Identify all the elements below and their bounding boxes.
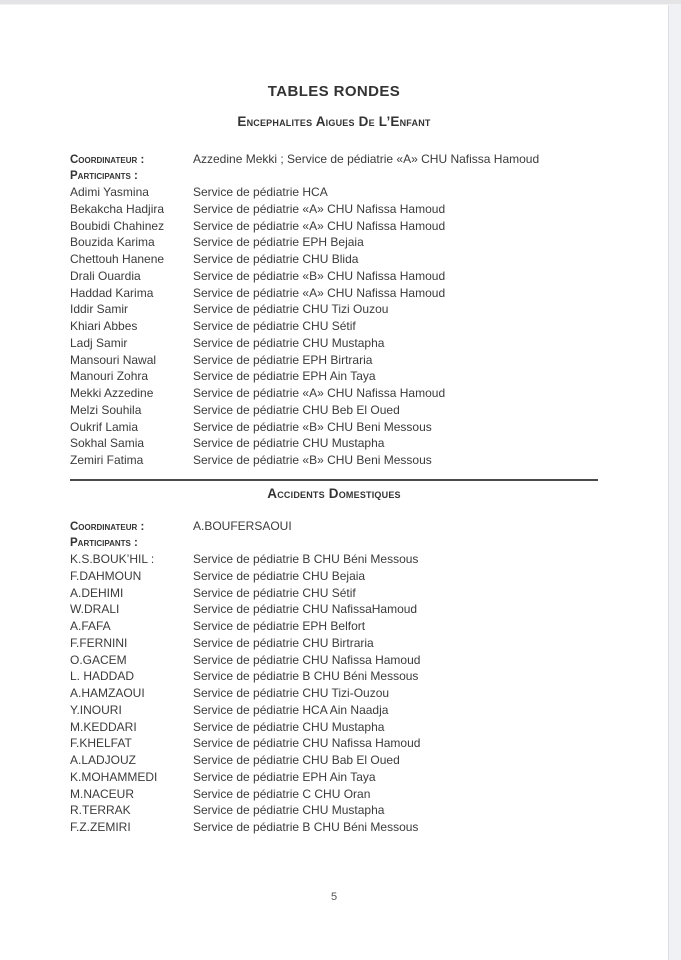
participant-name: Bekakcha Hadjira (70, 201, 165, 216)
participant-name: K.MOHAMMEDI (70, 769, 158, 784)
participant-name: A.LADJOUZ (70, 753, 137, 767)
participant-row (70, 368, 610, 385)
page-number: 5 (330, 891, 338, 903)
coordinator-row (70, 518, 610, 536)
participant-row (70, 385, 610, 402)
participant-row (70, 568, 610, 585)
participant-service: Service de pédiatrie «B» CHU Beni Messous (193, 453, 432, 467)
participant-row (70, 786, 610, 803)
participant-row (70, 551, 610, 568)
participant-name: O.GACEM (70, 652, 127, 667)
participant-service: Service de pédiatrie CHU Mustapha (193, 719, 385, 734)
participant-service: Service de pédiatrie CHU Tizi Ouzou (193, 302, 389, 317)
participant-service: Service de pédiatrie CHU Beb El Oued (193, 402, 400, 417)
participant-name: R.TERRAK (70, 803, 131, 818)
participant-name: A.DEHIMI (70, 585, 124, 600)
participant-name: Haddad Karima (70, 285, 154, 300)
page-title: TABLES RONDES (267, 83, 401, 100)
participant-row (70, 769, 610, 786)
participant-row (70, 618, 610, 635)
participant-name: Khiari Abbes (70, 319, 138, 333)
participant-name: Bouzida Karima (70, 235, 155, 250)
participant-row (70, 285, 610, 302)
participant-row (70, 268, 610, 285)
participant-service: Service de pédiatrie «B» CHU Beni Messous (193, 419, 432, 434)
coordinator-value: Azzedine Mekki ; Service de pédiatrie «A» CHU Nafissa Hamoud (193, 152, 540, 166)
participant-name: M.NACEUR (70, 786, 135, 801)
coordinator-row (70, 151, 610, 169)
participant-name: Mansouri Nawal (70, 352, 157, 367)
participant-name: Iddir Samir (70, 302, 129, 317)
document-page (0, 5, 668, 960)
participant-row (70, 702, 610, 719)
participant-service: Service de pédiatrie HCA Ain Naadja (193, 702, 389, 717)
participant-row (70, 685, 610, 702)
participant-row (70, 719, 610, 736)
participant-service: Service de pédiatrie CHU Bejaia (193, 568, 366, 583)
section-divider (70, 479, 598, 481)
participant-row (70, 301, 610, 318)
participant-name: F.KHELFAT (70, 736, 132, 751)
section-heading-accidents: Accidents Domestiques (267, 486, 401, 501)
participant-service: Service de pédiatrie «A» CHU Nafissa Hamoud (193, 386, 446, 400)
participants-label-row (70, 535, 610, 552)
participant-service: Service de pédiatrie «A» CHU Nafissa Hamoud (193, 201, 446, 216)
participant-service: Service de pédiatrie C CHU Oran (193, 786, 371, 801)
participant-service: Service de pédiatrie EPH Ain Taya (193, 769, 376, 784)
participants-label: Participants : (70, 170, 138, 182)
participant-name: K.S.BOUK’HIL : (70, 552, 155, 566)
participant-service: Service de pédiatrie CHU Sétif (193, 319, 356, 333)
participant-service: Service de pédiatrie B CHU Béni Messous (193, 669, 419, 684)
participant-row (70, 352, 610, 369)
participant-row (70, 635, 610, 652)
participant-name: Adimi Yasmina (70, 185, 149, 199)
participant-name: Y.INOURI (70, 702, 122, 717)
page-margin-strip (668, 5, 681, 960)
participant-name: M.KEDDARI (70, 719, 137, 734)
participant-name: L. HADDAD (70, 669, 135, 684)
participant-service: Service de pédiatrie B CHU Béni Messous (193, 820, 419, 834)
participant-service: Service de pédiatrie CHU Nafissa Hamoud (193, 652, 421, 667)
participant-name: Chettouh Hanene (70, 252, 165, 266)
participant-name: Melzi Souhila (70, 402, 142, 417)
participant-service: Service de pédiatrie B CHU Béni Messous (193, 552, 419, 566)
participant-service: Service de pédiatrie HCA (193, 185, 328, 199)
coordinator-label: Coordinateur : (70, 521, 145, 533)
participant-service: Service de pédiatrie EPH Bejaia (193, 235, 364, 250)
participant-service: Service de pédiatrie EPH Belfort (193, 619, 366, 633)
participant-row (70, 318, 610, 335)
participant-name: Boubidi Chahinez (70, 218, 165, 233)
participant-row (70, 435, 610, 452)
participant-name: A.FAFA (70, 619, 111, 633)
participants-label-row (70, 168, 610, 185)
participant-row (70, 218, 610, 235)
participant-name: F.DAHMOUN (70, 568, 142, 583)
participant-service: Service de pédiatrie CHU Blida (193, 252, 359, 266)
participant-name: Manouri Zohra (70, 369, 149, 384)
participant-row (70, 234, 610, 251)
participant-row (70, 802, 610, 819)
participant-name: W.DRALI (70, 602, 120, 617)
participant-row (70, 668, 610, 685)
participant-service: Service de pédiatrie CHU Mustapha (193, 335, 385, 350)
participant-name: Zemiri Fatima (70, 453, 144, 467)
participant-service: Service de pédiatrie CHU Mustapha (193, 436, 385, 451)
participant-name: Oukrif Lamia (70, 419, 139, 434)
participant-name: Sokhal Samia (70, 436, 145, 451)
participant-name: F.FERNINI (70, 635, 128, 650)
participant-row (70, 419, 610, 436)
coordinator-value: A.BOUFERSAOUI (193, 519, 292, 533)
participant-row (70, 452, 610, 469)
participant-row (70, 819, 610, 836)
participant-service: Service de pédiatrie CHU NafissaHamoud (193, 602, 418, 617)
participant-row (70, 652, 610, 669)
participant-service: Service de pédiatrie CHU Sétif (193, 585, 356, 600)
participant-row (70, 735, 610, 752)
section-heading-encephalites: Encephalites Aigues De L’Enfant (237, 114, 431, 129)
participant-service: Service de pédiatrie «B» CHU Nafissa Hamoud (193, 268, 446, 283)
participant-service: Service de pédiatrie CHU Bab El Oued (193, 753, 400, 767)
participant-service: Service de pédiatrie CHU Mustapha (193, 803, 385, 818)
participant-service: Service de pédiatrie «A» CHU Nafissa Hamoud (193, 285, 446, 300)
participant-name: A.HAMZAOUI (70, 686, 145, 700)
participant-row (70, 201, 610, 218)
participant-row (70, 251, 610, 268)
participant-service: Service de pédiatrie EPH Ain Taya (193, 369, 376, 384)
participant-list-accidents (70, 551, 610, 836)
participants-label: Participants : (70, 537, 138, 549)
participant-row (70, 585, 610, 602)
participant-list-encephalites (70, 184, 610, 469)
participant-name: Ladj Samir (70, 335, 128, 350)
participant-service: Service de pédiatrie CHU Birtraria (193, 635, 374, 650)
participant-service: Service de pédiatrie CHU Nafissa Hamoud (193, 736, 421, 751)
participant-row (70, 335, 610, 352)
participant-service: Service de pédiatrie CHU Tizi-Ouzou (193, 686, 390, 700)
participant-row (70, 402, 610, 419)
participant-row (70, 752, 610, 769)
participant-row (70, 601, 610, 618)
coordinator-label: Coordinateur : (70, 154, 145, 166)
participant-row (70, 184, 610, 201)
participant-name: F.Z.ZEMIRI (70, 820, 131, 834)
participant-name: Drali Ouardia (70, 268, 141, 283)
participant-service: Service de pédiatrie «A» CHU Nafissa Hamoud (193, 218, 446, 233)
participant-service: Service de pédiatrie EPH Birtraria (193, 352, 373, 367)
participant-name: Mekki Azzedine (70, 386, 154, 400)
